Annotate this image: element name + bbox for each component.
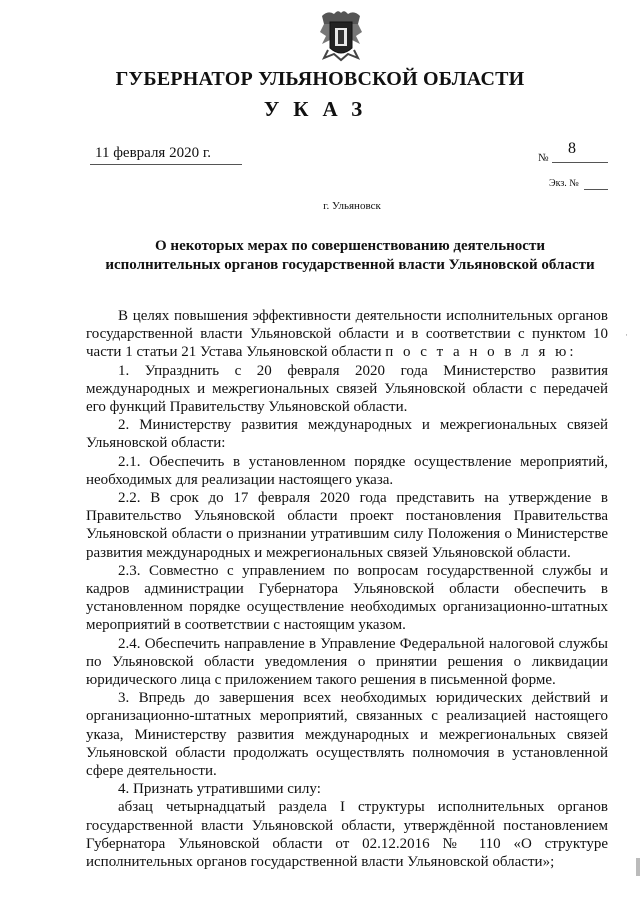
city: г. Ульяновск (323, 200, 381, 212)
decree-date: 11 февраля 2020 г. (95, 145, 212, 161)
decree-heading (60, 237, 640, 275)
scan-edge-mark (636, 858, 640, 876)
decree-number: 8 (568, 140, 576, 157)
intro-text: В целях повышения эффективности деятельности исполнительных органов государственной власти Ульяновской области и в соответствии с пунктом 10 части 1 статьи 21 Устава Ульяновской области (86, 308, 608, 361)
clause-3: 3. Впредь до завершения всех необходимых юридических действий и организационно-штатных мероприятий, связанных с реализацией настоящего указа, Министерству развития международных и межрегиональных связей Ульяновской области продолжать осуществлять полномочия в установленной сфере деятельности. (86, 690, 608, 780)
decree-body (86, 307, 608, 871)
heading-line-1: О некоторых мерах по совершенствованию деятельности (155, 238, 545, 254)
clause-4: 4. Признать утратившими силу: (118, 781, 321, 798)
document-type: УКАЗ (263, 97, 377, 121)
number-label: № (538, 152, 549, 164)
resolve-word: п о с т а н о в л я ю: (385, 344, 577, 361)
copy-number-label: Экз. № (549, 178, 579, 189)
clause-2-1: 2.1. Обеспечить в установленном порядке осуществление мероприятий, необходимых для реализации настоящего указа. (86, 453, 608, 488)
scan-mark: · (625, 330, 628, 340)
clause-2-3: 2.3. Совместно с управлением по вопросам государственной службы и кадров администрации Губернатора Ульяновской области обеспечить в установленном порядке осуществление необходимых организационно-штатных мероприятий в соответствии с настоящим указом. (86, 562, 608, 634)
date-underline (90, 164, 242, 165)
clause-2-2: 2.2. В срок до 17 февраля 2020 года представить на утверждение в Правительство Ульяновской области проект постановления Правительства Ульяновской области о признании утратившим силу Положения о Министерстве развития международных и межрегиональных связей Ульяновской области. (86, 490, 608, 561)
authority-title: ГУБЕРНАТОР УЛЬЯНОВСКОЙ ОБЛАСТИ (115, 68, 525, 90)
coat-of-arms-emblem (318, 10, 364, 62)
number-underline (552, 162, 608, 163)
clause-2: 2. Министерству развития международных и межрегиональных связей Ульяновской области: (86, 417, 608, 452)
intro-paragraph (86, 307, 608, 362)
heading-line-2: исполнительных органов государственной власти Ульяновской области (105, 257, 595, 273)
clause-4-item: абзац четырнадцатый раздела I структуры исполнительных органов государственной власти Ульяновской области, утверждённой постановлением Губернатора Ульяновской области от 02.12.2016 № 110 «О структуре исполнительных органов государственной власти Ульяновской области»; (86, 799, 608, 871)
clause-2-4: 2.4. Обеспечить направление в Управление Федеральной налоговой службы по Ульяновской области уведомления о принятии решения о ликвидации юридического лица с приложением такого решения в письменной форме. (86, 635, 608, 689)
copy-number-underline (584, 189, 608, 190)
clause-1: 1. Упразднить с 20 февраля 2020 года Министерство развития международных и межрегиональных связей Ульяновской области с передачей его функций Правительству Ульяновской области. (86, 362, 608, 416)
